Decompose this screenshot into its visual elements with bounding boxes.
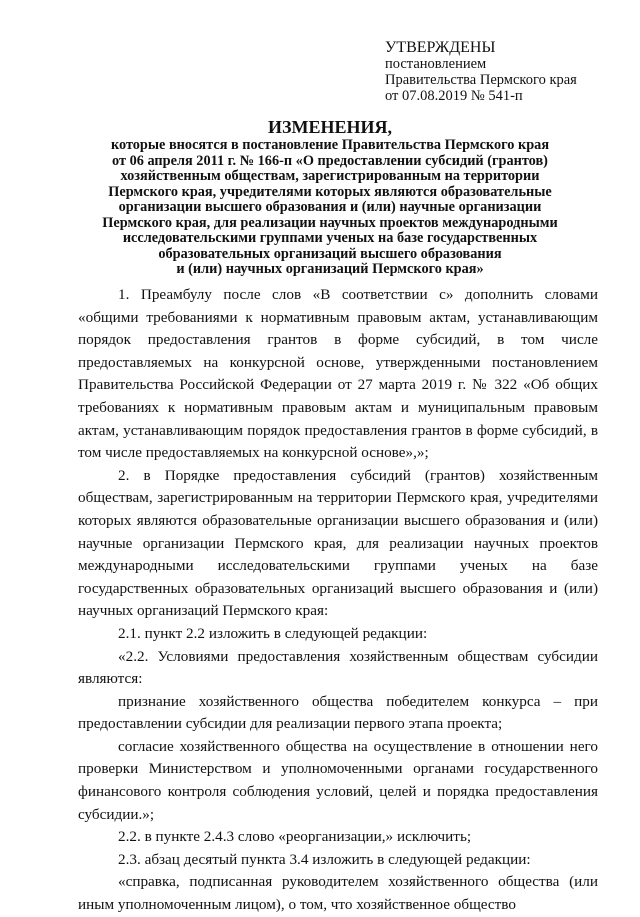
document-heading — [60, 116, 600, 278]
subtitle-line: Пермского края, учредителями которых являются образовательные — [108, 183, 552, 200]
paragraph-quote-2-2: «2.2. Условиями предоставления хозяйственным обществам субсидии являются: — [78, 647, 598, 688]
subtitle-line: Пермского края, для реализации научных проектов международными — [102, 214, 558, 231]
subtitle-line: хозяйственным обществам, зарегистрированным на территории — [120, 168, 540, 184]
approval-authority: Правительства Пермского края — [385, 72, 577, 88]
paragraph-quote-certificate: «справка, подписанная руководителем хозяйственного общества (или иным уполномоченным лицом), о том, что хозяйственное общество — [78, 873, 598, 914]
subtitle-line: и (или) научных организаций Пермского края» — [176, 261, 484, 277]
approval-block — [385, 40, 577, 104]
paragraph-item-2-2: 2.2. в пункте 2.4.3 слово «реорганизации,» исключить; — [118, 828, 472, 846]
paragraph-item-1: 1. Преамбулу после слов «В соответствии с» дополнить словами «общими требованиями к нормативным правовым актам, устанавливающим порядок предоставления грантов в форме субсидий, в том числе предоставляемых на конкурсной основе, утвержденными постановлением Правительства Российской Федерации от 27 марта 2019 г. № 322 «Об общих требованиях к нормативным правовым актам и муниципальным правовым актам, устанавливающим порядок предоставления грантов в форме субсидий, в том числе предоставляемых на конкурсной основе»,»; — [78, 286, 598, 462]
approval-by-resolution: постановлением — [385, 56, 487, 72]
document-subtitle — [60, 138, 600, 278]
document-body — [78, 284, 598, 917]
paragraph-condition-consent: согласие хозяйственного общества на осуществление в отношении него проверки Министерством и уполномоченными органами государственного финансового контроля соблюдения условий, целей и порядка предоставления субсидии.»; — [78, 737, 598, 823]
subtitle-line: образовательных организаций высшего образования — [158, 245, 502, 262]
subtitle-line: от 06 апреля 2011 г. № 166-п «О предоставлении субсидий (грантов) — [112, 152, 548, 169]
paragraph-item-2-1: 2.1. пункт 2.2 изложить в следующей редакции: — [118, 624, 428, 642]
subtitle-line: организации высшего образования и (или) научные организации — [118, 199, 542, 215]
paragraph-item-2: 2. в Порядке предоставления субсидий (грантов) хозяйственным обществам, зарегистрированным на территории Пермского края, учредителями которых являются образовательные организации высшего образования и (или) научные организации Пермского края, для реализации научных проектов международными исследовательскими группами ученых на базе государственных образовательных организаций высшего образования и (или) научных организаций Пермского края: — [78, 466, 598, 620]
paragraph-item-2-3: 2.3. абзац десятый пункта 3.4 изложить в следующей редакции: — [118, 850, 531, 868]
subtitle-line: которые вносятся в постановление Правительства Пермского края — [110, 137, 550, 153]
document-title: ИЗМЕНЕНИЯ, — [267, 117, 392, 137]
approval-date-number: от 07.08.2019 № 541-п — [385, 88, 523, 104]
approval-status: УТВЕРЖДЕНЫ — [385, 39, 496, 56]
paragraph-condition-winner: признание хозяйственного общества победителем конкурса – при предоставлении субсидии для реализации первого этапа проекта; — [78, 692, 598, 733]
subtitle-line: исследовательскими группами ученых на базе государственных — [122, 230, 538, 246]
